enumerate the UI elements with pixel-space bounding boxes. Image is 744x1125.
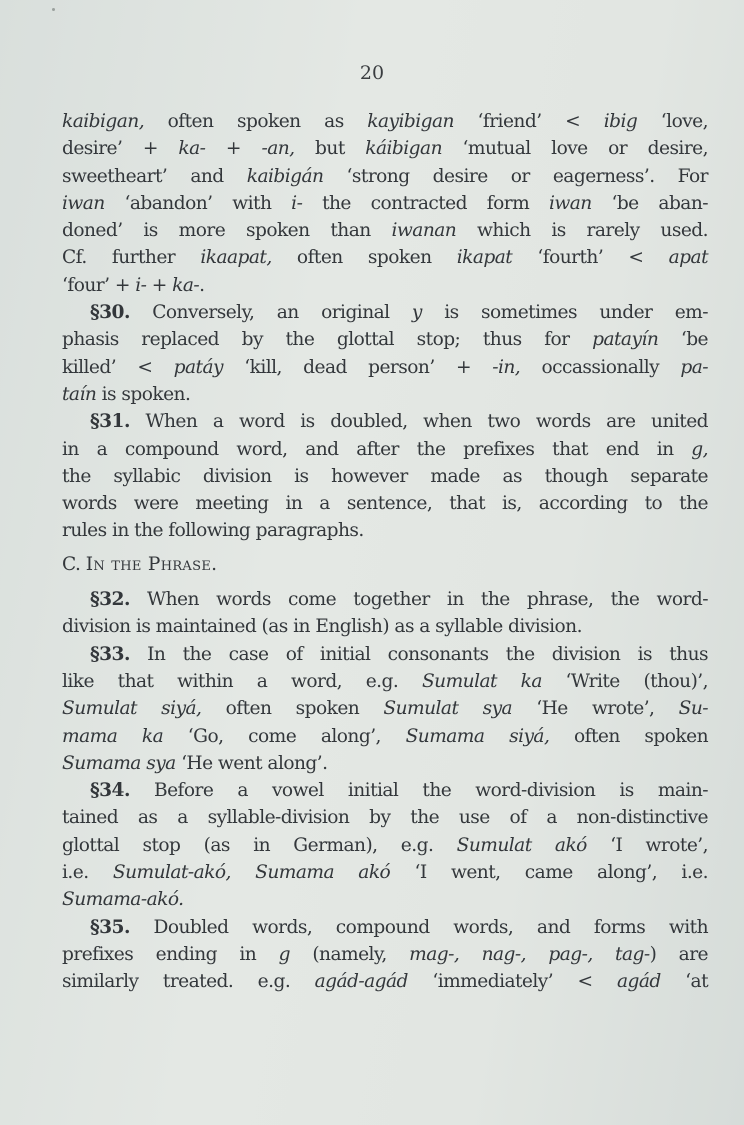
paper-speck <box>52 8 55 11</box>
paragraph <box>62 108 708 299</box>
text-line: mama ka ‘Go, come along’, Sumama siyá, often spoken <box>62 725 709 747</box>
text-line: rules in the following paragraphs. <box>62 520 364 542</box>
section-heading: C. In the Phrase. <box>62 553 218 575</box>
text-line: Cf. further ikaapat, often spoken ikapat ‘fourth’ < apat <box>62 247 708 269</box>
text-line: glottal stop (as in German), e.g. Sumulat akó ‘I wrote’, <box>62 834 709 856</box>
body-text <box>62 108 708 996</box>
page-number: 20 <box>359 62 385 84</box>
text-line: kaibigan, often spoken as kayibigan ‘friend’ < ibig ‘love, <box>62 111 708 132</box>
text-line: doned’ is more spoken than iwanan which is rarely used. <box>62 220 708 242</box>
paragraph <box>62 299 708 408</box>
text-line: Sumama sya ‘He went along’. <box>62 752 328 774</box>
paragraph <box>62 641 708 777</box>
text-line: i.e. Sumulat-akó, Sumama akó ‘I went, came along’, i.e. <box>62 862 709 884</box>
text-line: like that within a word, e.g. Sumulat ka ‘Write (thou)’, <box>62 670 708 692</box>
text-line: sweetheart’ and kaibigán ‘strong desire or eagerness’. For <box>62 165 708 187</box>
text-line: §35. Doubled words, compound words, and forms with <box>90 916 708 938</box>
text-line: in a compound word, and after the prefixes that end in g, <box>62 438 708 460</box>
text-line: §30. Conversely, an original y is sometimes under em- <box>90 302 708 324</box>
paragraph <box>62 914 708 996</box>
text-line: §32. When words come together in the phrase, the word- <box>90 589 708 611</box>
text-line: the syllabic division is however made as though separate <box>62 465 708 487</box>
text-line: tained as a syllable-division by the use of a non-distinctive <box>62 807 708 829</box>
text-line: §34. Before a vowel initial the word-division is main- <box>90 780 708 802</box>
text-line: desire’ + ka- + -an, but káibigan ‘mutual love or desire, <box>62 138 708 160</box>
text-line: iwan ‘abandon’ with i- the contracted form iwan ‘be aban- <box>62 192 708 214</box>
text-line: similarly treated. e.g. agád-agád ‘immediately’ < agád ‘at <box>62 971 708 993</box>
text-line: §31. When a word is doubled, when two words are united <box>90 411 708 433</box>
paragraph <box>62 408 708 544</box>
text-line: Sumulat siyá, often spoken Sumulat sya ‘He wrote’, Su- <box>62 698 708 720</box>
text-line: taín is spoken. <box>62 383 191 405</box>
text-line: Sumama-akó. <box>62 889 184 911</box>
paragraph <box>62 586 708 641</box>
text-line: division is maintained (as in English) as a syllable division. <box>62 616 582 638</box>
text-line: §33. In the case of initial consonants the division is thus <box>90 643 708 665</box>
paragraph <box>62 777 708 913</box>
text-line: phasis replaced by the glottal stop; thus for patayín ‘be <box>62 329 709 351</box>
text-line: words were meeting in a sentence, that is, according to the <box>62 493 708 515</box>
text-line: killed’ < patáy ‘kill, dead person’ + -in, occassionally pa- <box>62 356 708 378</box>
text-line: prefixes ending in g (namely, mag-, nag-, pag-, tag-) are <box>62 943 708 965</box>
text-line: ‘four’ + i- + ka-. <box>62 274 205 296</box>
